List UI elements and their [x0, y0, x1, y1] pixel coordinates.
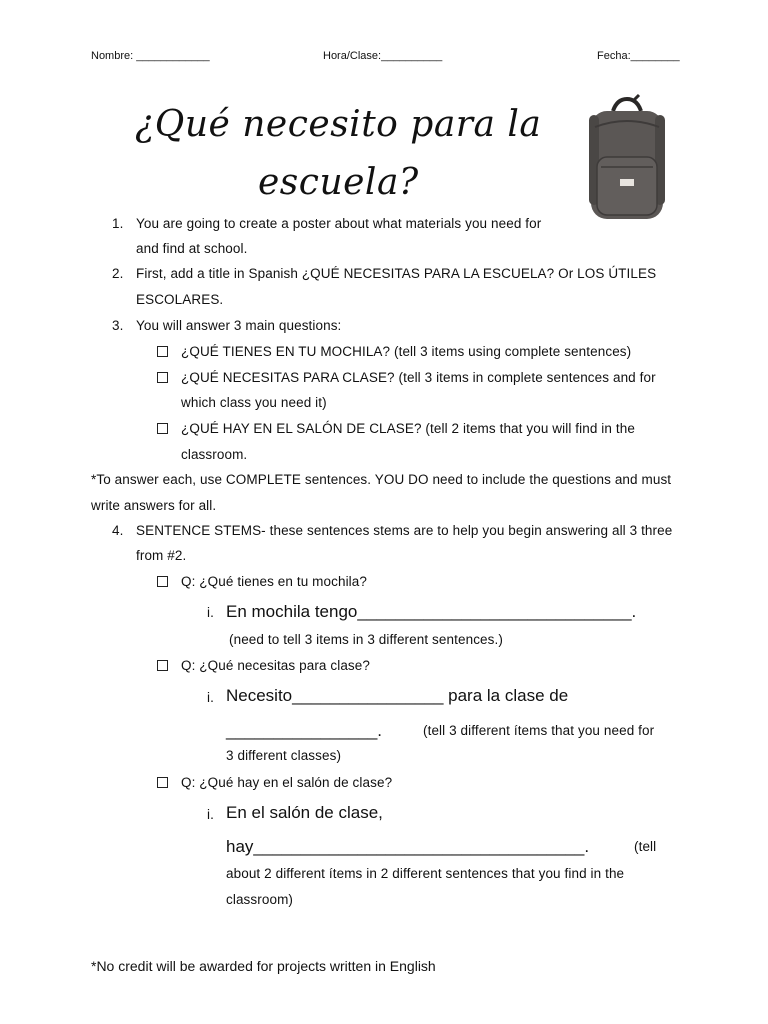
- roman-numeral: i.: [207, 690, 214, 705]
- item-3-number: 3.: [112, 318, 124, 333]
- stem-salon-sentence-line1: En el salón de clase,: [226, 803, 383, 822]
- page-title-line1: ¿Qué necesito para la: [135, 104, 542, 145]
- question-clase-line1: ¿QUÉ NECESITAS PARA CLASE? (tell 3 items in complete sentences and for: [181, 370, 656, 385]
- item-1-text-line1: You are going to create a poster about what materials you need for: [136, 216, 542, 231]
- footer-note: *No credit will be awarded for projects written in English: [91, 958, 436, 974]
- note-line1: *To answer each, use COMPLETE sentences. YOU DO need to include the questions and must: [91, 472, 672, 487]
- note-line2: write answers for all.: [91, 498, 217, 513]
- stem-clase-note-line2: 3 different classes): [226, 748, 342, 763]
- roman-numeral: i.: [207, 605, 214, 620]
- page-title-line2: escuela?: [258, 162, 419, 203]
- item-2-text-line1: First, add a title in Spanish ¿QUÉ NECESITAS PARA LA ESCUELA? Or LOS ÚTILES: [136, 266, 657, 281]
- nombre-field: Nombre: ____________: [91, 50, 210, 62]
- question-mochila: ¿QUÉ TIENES EN TU MOCHILA? (tell 3 items using complete sentences): [181, 344, 632, 359]
- stem-salon-note-line2: about 2 different ítems in 2 different sentences that you find in the: [226, 866, 625, 881]
- checkbox-icon[interactable]: [157, 660, 168, 671]
- checkbox-icon[interactable]: [157, 777, 168, 788]
- stem-salon-sentence-line2: hay___________________________________.: [226, 837, 590, 856]
- stem-question-clase: Q: ¿Qué necesitas para clase?: [181, 658, 370, 673]
- stem-clase-sentence-line1: Necesito________________ para la clase de: [226, 686, 569, 705]
- stem-mochila-note: (need to tell 3 items in 3 different sentences.): [229, 632, 503, 647]
- checkbox-icon[interactable]: [157, 576, 168, 587]
- stem-clase-sentence-line2: ________________.: [226, 721, 382, 740]
- checkbox-icon[interactable]: [157, 423, 168, 434]
- stem-salon-note-line1: (tell: [634, 839, 657, 854]
- backpack-icon: [583, 93, 671, 223]
- item-4-text-line1: SENTENCE STEMS- these sentences stems are to help you begin answering all 3 three: [136, 523, 673, 538]
- question-clase-line2: which class you need it): [181, 395, 327, 410]
- fecha-field: Fecha:________: [597, 50, 680, 62]
- checkbox-icon[interactable]: [157, 372, 168, 383]
- stem-mochila-sentence: En mochila tengo_____________________________.: [226, 602, 637, 621]
- question-salon-line1: ¿QUÉ HAY EN EL SALÓN DE CLASE? (tell 2 items that you will find in the: [181, 421, 635, 436]
- stem-question-salon: Q: ¿Qué hay en el salón de clase?: [181, 775, 393, 790]
- item-3-text: You will answer 3 main questions:: [136, 318, 342, 333]
- question-salon-line2: classroom.: [181, 447, 248, 462]
- hora-clase-field: Hora/Clase:__________: [323, 50, 443, 62]
- roman-numeral: i.: [207, 807, 214, 822]
- item-4-text-line2: from #2.: [136, 548, 187, 563]
- item-2-text-line2: ESCOLARES.: [136, 292, 224, 307]
- stem-clase-note-line1: (tell 3 different ítems that you need for: [423, 723, 655, 738]
- stem-salon-note-line3: classroom): [226, 892, 294, 907]
- item-1-number: 1.: [112, 216, 124, 231]
- item-4-number: 4.: [112, 523, 124, 538]
- stem-question-mochila: Q: ¿Qué tienes en tu mochila?: [181, 574, 367, 589]
- checkbox-icon[interactable]: [157, 346, 168, 357]
- item-1-text-line2: and find at school.: [136, 241, 248, 256]
- item-2-number: 2.: [112, 266, 124, 281]
